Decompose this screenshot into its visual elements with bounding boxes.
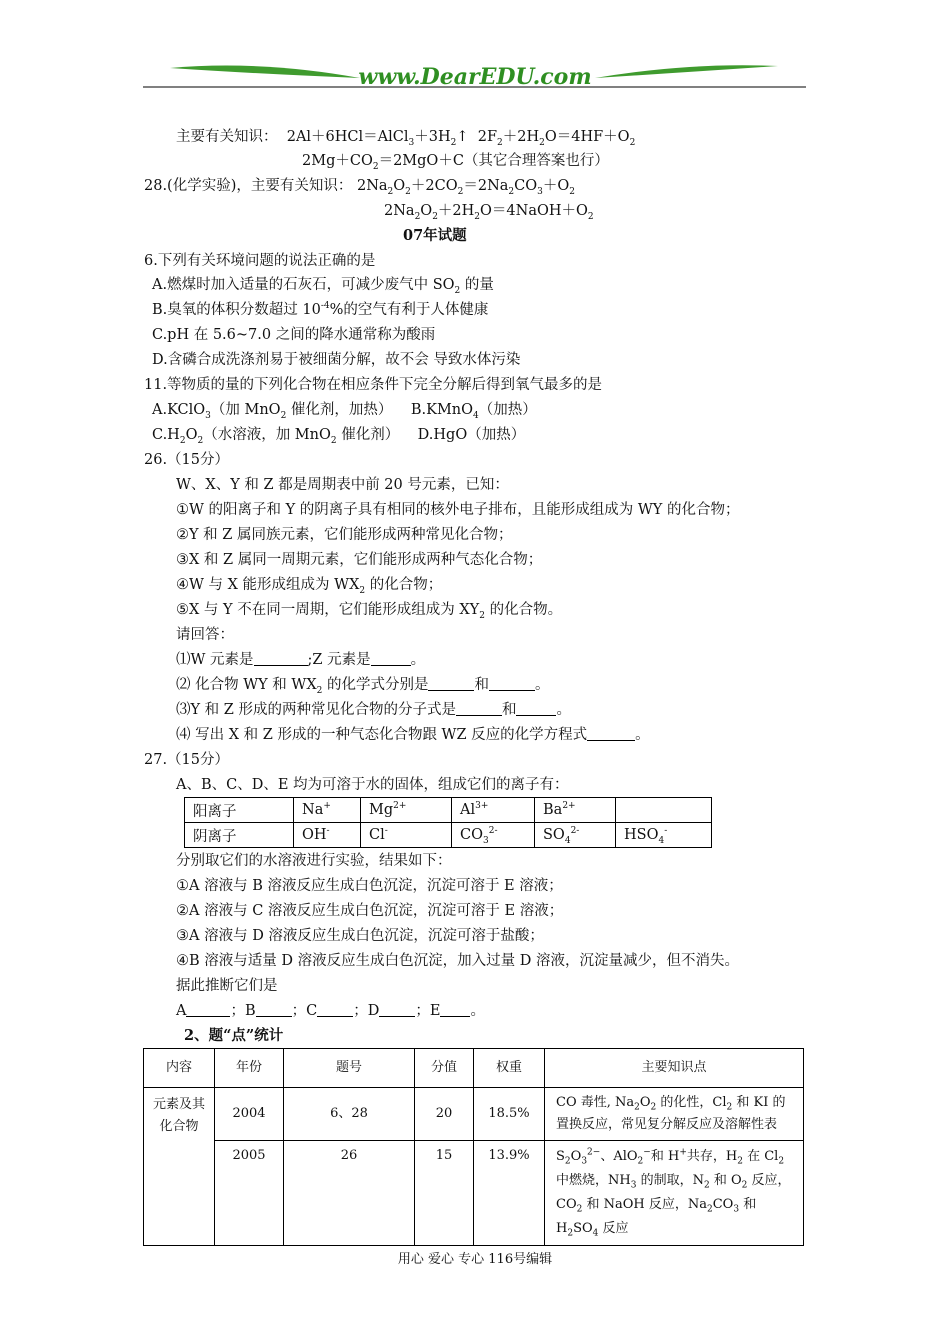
answer-blank[interactable] xyxy=(587,726,635,741)
question-27-result-4: ④B 溶液与适量 D 溶液反应生成白色沉淀，加入过量 D 溶液，沉淀量减少，但不消失。 xyxy=(176,953,739,969)
question-28-knowledge: 28.(化学实验)，主要有关知识： $2Na_2O_2+2CO_2=2Na_2CO_3+O_2$ xyxy=(144,178,575,197)
anion-row xyxy=(185,823,712,848)
score-cell: 15 xyxy=(415,1141,474,1246)
knowledge-line-2: $2Mg+CO_2=2MgO+C$（其它合理答案也行） xyxy=(302,153,609,172)
ion-cell: $Ba^{2+}$ xyxy=(535,798,616,823)
answer-blank[interactable] xyxy=(516,701,556,716)
col-header-number: 题号 xyxy=(284,1049,415,1088)
question-26-ask: 请回答： xyxy=(176,627,234,643)
knowledge-line-1: 主要有关知识： $2Al+6HCl=AlCl_3+3H_2↑$ $2F_2+2H_2O=4HF+O_2$ xyxy=(176,129,636,148)
anion-label: 阴离子 xyxy=(185,823,294,848)
answer-blank[interactable] xyxy=(428,676,474,691)
question-27-answers: A ；B ；C ；D ；E 。 xyxy=(176,1003,485,1019)
question-26-clue-1: ①W 的阳离子和 Y 的阴离子具有相同的核外电子排布，且能形成组成为 WY 的化合物； xyxy=(176,502,740,518)
ion-cell: $Al^{3+}$ xyxy=(452,798,535,823)
year-cell: 2005 xyxy=(215,1141,284,1246)
ion-cell: $CO_3^{2-}$ xyxy=(452,823,535,848)
answer-blank[interactable] xyxy=(379,1002,415,1017)
ion-cell: $HSO_4^-$ xyxy=(616,823,712,848)
stats-table xyxy=(143,1048,804,1246)
col-header-weight: 权重 xyxy=(474,1049,545,1088)
col-header-content: 内容 xyxy=(144,1049,215,1088)
question-11-stem: 11.等物质的量的下列化合物在相应条件下完全分解后得到氧气最多的是 xyxy=(144,377,603,393)
question-27-result-2: ②A 溶液与 C 溶液反应生成白色沉淀，沉淀可溶于 E 溶液； xyxy=(176,903,564,919)
question-26-answer-2: ⑵ 化合物 WY 和 $WX_2$ 的化学式分别是 和 。 xyxy=(176,677,550,696)
cation-row xyxy=(185,798,712,823)
question-11-options-ab: A.KClO$_3$（加 MnO$_2$ 催化剂，加热） B.KMnO$_4$（加热） xyxy=(152,402,537,421)
answer-blank[interactable] xyxy=(440,1002,470,1017)
answer-blank[interactable] xyxy=(254,651,308,666)
ion-cell: OH- xyxy=(294,823,361,848)
ion-cell: Cl- xyxy=(361,823,452,848)
question-27-head: 27.（15分） xyxy=(144,752,230,768)
ion-cell: $SO_4^{2-}$ xyxy=(535,823,616,848)
question-6-option-a: A.燃煤时加入适量的石灰石，可减少废气中 $SO_2$ 的量 xyxy=(152,277,494,296)
question-6-option-d: D.含磷合成洗涤剂易于被细菌分解，故不会 导致水体污染 xyxy=(152,352,521,368)
site-logo-text: www.DearEDU.com xyxy=(358,64,592,90)
score-cell: 20 xyxy=(415,1088,474,1141)
question-26-intro: W、X、Y 和 Z 都是周期表中前 20 号元素，已知： xyxy=(176,477,509,493)
weight-cell: 18.5% xyxy=(474,1088,545,1141)
question-27-exp: 分别取它们的水溶液进行实验，结果如下： xyxy=(176,853,452,869)
question-11-options-cd: $C.H_2O_2$（水溶液，加 MnO$_2$ 催化剂） D.HgO（加热） xyxy=(152,427,526,446)
question-28-eq2: $2Na_2O_2+2H_2O=4NaOH+O_2$ xyxy=(384,203,594,222)
answer-blank[interactable] xyxy=(256,1002,292,1017)
banner-swoosh-left xyxy=(170,66,360,78)
answer-blank[interactable] xyxy=(456,701,502,716)
ion-table xyxy=(184,797,712,848)
col-header-score: 分值 xyxy=(415,1049,474,1088)
question-26-head: 26.（15分） xyxy=(144,452,230,468)
question-27-result-1: ①A 溶液与 B 溶液反应生成白色沉淀，沉淀可溶于 E 溶液； xyxy=(176,878,563,894)
col-header-year: 年份 xyxy=(215,1049,284,1088)
question-27-infer: 据此推断它们是 xyxy=(176,978,278,994)
number-cell: 26 xyxy=(284,1141,415,1246)
answer-blank[interactable] xyxy=(317,1002,353,1017)
question-26-answer-3: ⑶Y 和 Z 形成的两种常见化合物的分子式是 和 。 xyxy=(176,702,571,718)
stats-header-row xyxy=(144,1049,804,1088)
question-26-answer-4: ⑷ 写出 X 和 Z 形成的一种气态化合物跟 WZ 反应的化学方程式 。 xyxy=(176,727,650,743)
number-cell: 6、28 xyxy=(284,1088,415,1141)
section-title-2007: 07年试题 xyxy=(403,227,467,244)
cation-label: 阳离子 xyxy=(185,798,294,823)
header-banner xyxy=(0,0,950,100)
page-footer: 用心 爱心 专心 116号编辑 xyxy=(397,1252,553,1267)
knowledge-cell: CO 毒性, $Na_2O_2$ 的化性，$Cl_2$ 和 KI 的置换反应，常见复分解反应及溶解性表 xyxy=(545,1088,804,1141)
banner-swoosh-right xyxy=(595,65,778,78)
answer-blank[interactable] xyxy=(186,1002,230,1017)
answer-blank[interactable] xyxy=(371,651,411,666)
question-6-option-c: C.pH 在 5.6~7.0 之间的降水通常称为酸雨 xyxy=(152,327,436,343)
ion-cell-empty xyxy=(616,798,712,823)
knowledge-cell: $S_2O_3^{2-}$、AlO$_2$−和 H+共存，$H_2$ 在 $Cl_2$ 中燃烧，$NH_3$ 的制取，$N_2$ 和 $O_2$ 反应，$CO_2$ 和 NaOH 反应，$Na_2CO_3$ 和 $H_2SO_4$ 反应 xyxy=(545,1141,804,1246)
category-cell: 元素及其化合物 xyxy=(144,1088,215,1246)
question-6-stem: 6.下列有关环境问题的说法正确的是 xyxy=(144,253,376,269)
table-row xyxy=(144,1141,804,1246)
col-header-knowledge: 主要知识点 xyxy=(545,1049,804,1088)
table-row xyxy=(144,1088,804,1141)
question-26-clue-3: ③X 和 Z 属同一周期元素，它们能形成两种气态化合物； xyxy=(176,552,543,568)
question-26-answer-1: ⑴W 元素是 ;Z 元素是 。 xyxy=(176,652,426,668)
question-27-result-3: ③A 溶液与 D 溶液反应生成白色沉淀，沉淀可溶于盐酸； xyxy=(176,928,544,944)
ion-cell: Na+ xyxy=(294,798,361,823)
weight-cell: 13.9% xyxy=(474,1141,545,1246)
question-26-clue-4: ④W 与 X 能形成组成为 $WX_2$ 的化合物； xyxy=(176,577,443,596)
question-27-intro: A、B、C、D、E 均为可溶于水的固体，组成它们的离子有： xyxy=(176,777,569,793)
question-6-option-b: B.臭氧的体积分数超过 $10^{-4}\%$的空气有利于人体健康 xyxy=(152,301,489,318)
answer-blank[interactable] xyxy=(489,676,535,691)
question-26-clue-5: ⑤X 与 Y 不在同一周期，它们能形成组成为 $XY_2$ 的化合物。 xyxy=(176,602,563,621)
year-cell: 2004 xyxy=(215,1088,284,1141)
stats-title: 2、题“点”统计 xyxy=(184,1027,284,1044)
ion-cell: $Mg^{2+}$ xyxy=(361,798,452,823)
question-26-clue-2: ②Y 和 Z 属同族元素，它们能形成两种常见化合物； xyxy=(176,527,513,543)
